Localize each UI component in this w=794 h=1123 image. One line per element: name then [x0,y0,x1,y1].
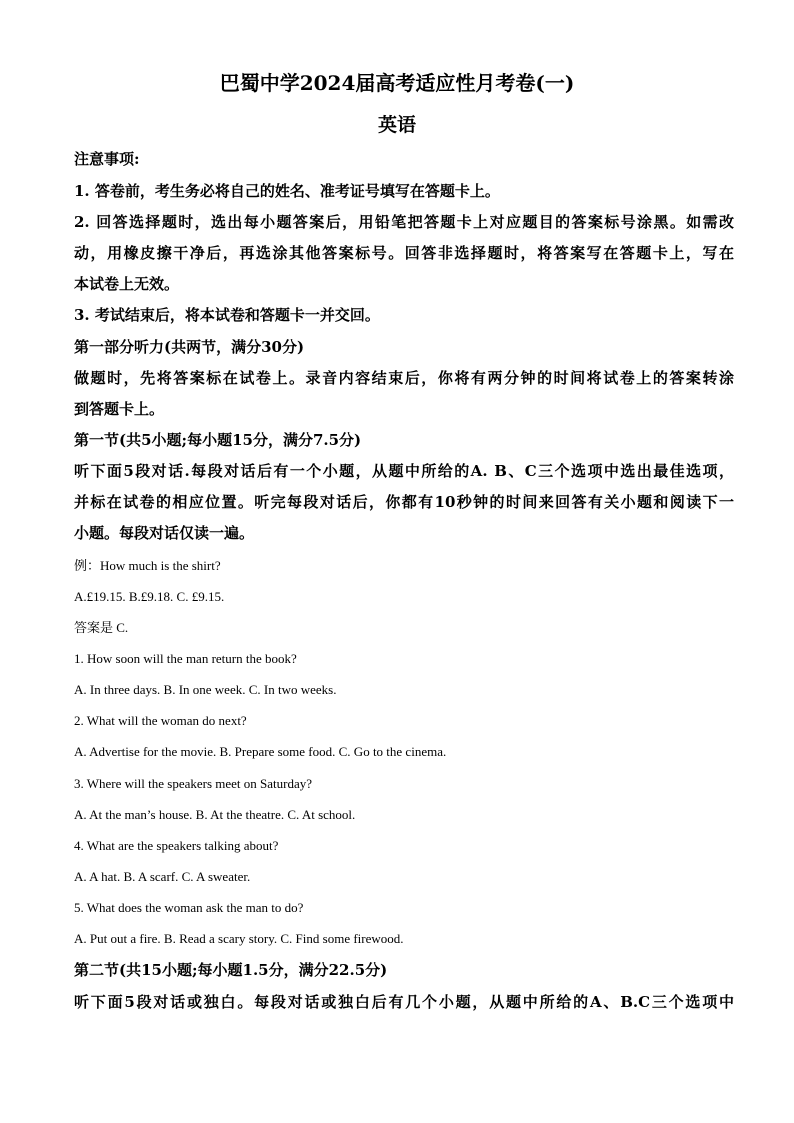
notice-item-2-line-1: 2. 回答选择题时，选出每小题答案后，用铅笔把答题卡上对应题目的答案标号涂黑。如需改 [74,213,734,231]
question-2-options: A. Advertise for the movie. B. Prepare some food. C. Go to the cinema. [74,744,447,759]
question-4: 4. What are the speakers talking about? [74,838,279,853]
question-3-options: A. At the man’s house. B. At the theatre. C. At school. [74,807,356,822]
exam-subject: 英语 [377,114,416,136]
question-5-options: A. Put out a fire. B. Read a scary story. C. Find some firewood. [74,931,404,946]
notice-heading: 注意事项: [74,150,140,168]
example-options: A.£19.15. B.£9.18. C. £9.15. [74,589,225,604]
section1-intro-line-1: 听下面5段对话.每段对话后有一个小题，从题中所给的A. B、C三个选项中选出最佳选项， [74,462,734,480]
question-1-options: A. In three days. B. In one week. C. In two weeks. [74,682,337,697]
question-1: 1. How soon will the man return the book? [74,651,297,666]
question-5: 5. What does the woman ask the man to do? [74,900,304,915]
part1-intro-line-2: 到答题卡上。 [74,400,165,418]
question-2: 2. What will the woman do next? [74,713,247,728]
example-answer: 答案是 C. [74,620,129,635]
question-3: 3. Where will the speakers meet on Saturday? [74,776,313,791]
part1-heading: 第一部分听力(共两节，满分30分) [74,338,305,356]
notice-item-1: 1. 答卷前，考生务必将自己的姓名、准考证号填写在答题卡上。 [74,182,500,200]
section1-heading: 第一节(共5小题;每小题15分，满分7.5分) [74,431,362,449]
section2-heading: 第二节(共15小题;每小题1.5分，满分22.5分) [74,961,388,979]
exam-title: 巴蜀中学2024届高考适应性月考卷(一) [219,71,575,95]
section2-intro-line-1: 听下面5段对话或独白。每段对话或独白后有几个小题，从题中所给的A、B.C三个选项中 [74,993,734,1011]
example-question: 例：How much is the shirt? [74,558,221,573]
section1-intro-line-2: 并标在试卷的相应位置。听完每段对话后，你都有10秒钟的时间来回答有关小题和阅读下一 [74,493,734,511]
notice-item-3: 3. 考试结束后，将本试卷和答题卡一并交回。 [74,306,380,324]
notice-item-2-line-3: 本试卷上无效。 [74,275,180,293]
question-4-options: A. A hat. B. A scarf. C. A sweater. [74,869,251,884]
section1-intro-line-3: 小题。每段对话仅读一遍。 [74,524,255,542]
notice-item-2-line-2: 动，用橡皮擦干净后，再选涂其他答案标号。回答非选择题时，将答案写在答题卡上，写在 [74,244,734,262]
part1-intro-line-1: 做题时，先将答案标在试卷上。录音内容结束后，你将有两分钟的时间将试卷上的答案转涂 [74,369,734,387]
